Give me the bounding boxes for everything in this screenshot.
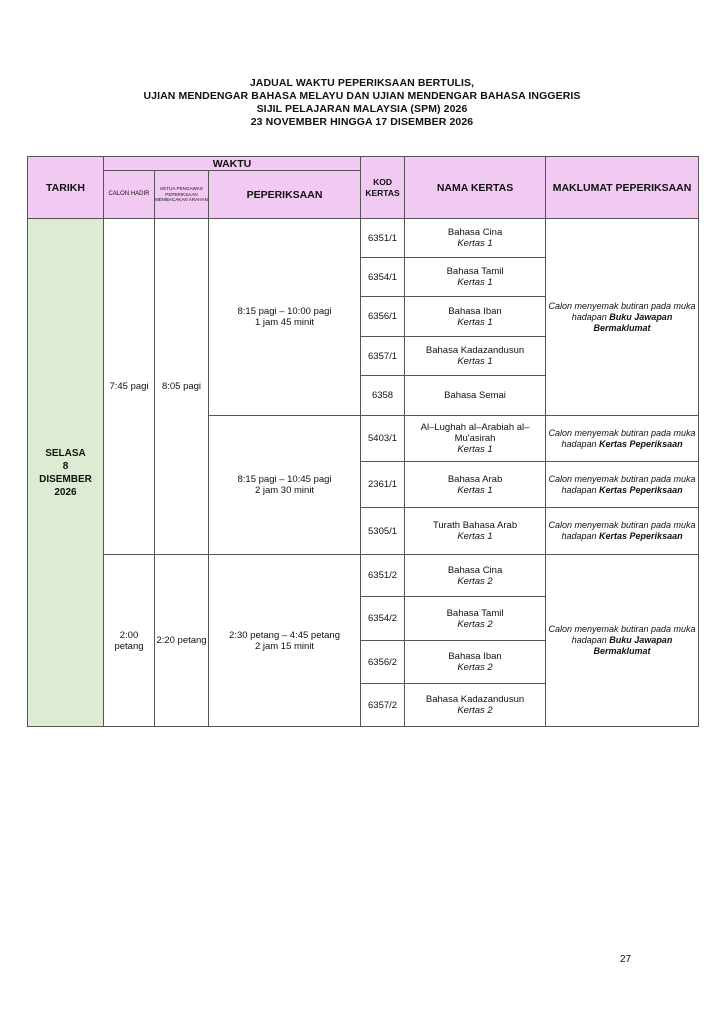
date-year: 2026 <box>54 486 77 498</box>
paper-name-cell <box>405 297 546 337</box>
paper-code: 6351/2 <box>361 555 405 597</box>
date-month: DISEMBER <box>39 473 92 485</box>
info-bold: Buku Jawapan Bermaklumat <box>593 311 673 333</box>
date-cell <box>28 219 104 727</box>
info-bold: Buku Jawapan Bermaklumat <box>593 635 673 656</box>
session-1-time <box>209 219 361 416</box>
info-text: Calon menyemak butiran pada muka hadapan <box>548 427 696 449</box>
paper-code: 6356/2 <box>361 641 405 684</box>
paper-name: Bahasa Kadazandusun <box>425 694 525 705</box>
paper-name-cell <box>405 258 546 297</box>
session-time: 2:30 petang – 4:45 petang <box>229 629 340 641</box>
paper-code: 6351/1 <box>361 219 405 258</box>
paper-sub: Kertas 1 <box>457 238 493 249</box>
header-peperiksaan: PEPERIKSAAN <box>209 171 361 219</box>
ketua-morning: 8:05 pagi <box>155 219 209 555</box>
paper-code: 6357/1 <box>361 337 405 376</box>
info-text: Calon menyemak butiran pada muka hadapan <box>548 473 696 495</box>
session-3-time <box>209 555 361 727</box>
paper-name: Bahasa Iban <box>448 651 502 662</box>
paper-name: Bahasa Cina <box>447 227 503 238</box>
header-tarikh: TARIKH <box>28 157 104 219</box>
info-text: Calon menyemak butiran pada muka hadapan <box>548 520 696 541</box>
header-ketua-pengawas: KETUA PENGAWAS PEPERIKSAAN MEMBACAKAN ARAHAN <box>155 171 209 219</box>
header-maklumat: MAKLUMAT PEPERIKSAAN <box>546 157 699 219</box>
document-title <box>0 77 724 129</box>
date-day: SELASA <box>45 447 86 459</box>
calon-hadir-morning: 7:45 pagi <box>104 219 155 555</box>
paper-name-cell <box>405 376 546 416</box>
paper-name-cell <box>405 508 546 555</box>
header-kod-kertas: KOD KERTAS <box>361 157 405 219</box>
title-line: JADUAL WAKTU PEPERIKSAAN BERTULIS, <box>249 77 475 89</box>
paper-name-cell <box>405 337 546 376</box>
paper-sub: Kertas 1 <box>457 316 493 328</box>
header-waktu: WAKTU <box>104 157 361 171</box>
info-kertas <box>546 462 699 508</box>
paper-code: 6354/2 <box>361 597 405 641</box>
paper-code: 5403/1 <box>361 416 405 462</box>
info-kertas <box>546 416 699 462</box>
title-line: SIJIL PELAJARAN MALAYSIA (SPM) 2026 <box>256 103 468 115</box>
paper-name-cell <box>405 462 546 508</box>
paper-code: 6358 <box>361 376 405 416</box>
paper-sub: Kertas 2 <box>457 705 493 716</box>
info-kertas <box>546 508 699 555</box>
paper-name: Al–Lughah al–Arabiah al– Mu'asirah <box>420 422 530 444</box>
header-nama-kertas: NAMA KERTAS <box>405 157 546 219</box>
paper-name: Bahasa Cina <box>447 564 503 576</box>
date-number: 8 <box>62 460 69 472</box>
paper-name-cell <box>405 555 546 597</box>
paper-code: 6357/2 <box>361 684 405 727</box>
info-bold: Kertas Peperiksaan <box>599 484 683 495</box>
session-2-time <box>209 416 361 555</box>
paper-sub: Kertas 1 <box>457 484 493 496</box>
info-bold: Kertas Peperiksaan <box>599 438 683 449</box>
ketua-afternoon: 2:20 petang <box>155 555 209 727</box>
paper-name: Bahasa Semai <box>444 390 506 401</box>
paper-sub: Kertas 1 <box>457 277 493 288</box>
paper-name: Bahasa Iban <box>448 305 502 317</box>
paper-name-cell <box>405 597 546 641</box>
info-bold: Kertas Peperiksaan <box>599 531 683 541</box>
paper-sub: Kertas 2 <box>457 575 493 587</box>
paper-sub: Kertas 2 <box>457 662 493 673</box>
page-number: 27 <box>620 954 632 965</box>
info-text: Calon menyemak butiran pada muka hadapan <box>548 624 696 645</box>
title-line: UJIAN MENDENGAR BAHASA MELAYU DAN UJIAN MENDENGAR BAHASA INGGERIS <box>143 90 581 102</box>
paper-code: 5305/1 <box>361 508 405 555</box>
paper-name-cell <box>405 684 546 727</box>
paper-name: Bahasa Tamil <box>446 607 504 619</box>
session-duration: 1 jam 45 minit <box>254 317 315 328</box>
session-time: 8:15 pagi – 10:00 pagi <box>237 306 332 317</box>
paper-name: Bahasa Arab <box>447 473 503 485</box>
paper-sub: Kertas 1 <box>457 531 493 542</box>
paper-name-cell <box>405 416 546 462</box>
exam-schedule-table <box>27 156 699 727</box>
paper-name-cell <box>405 219 546 258</box>
session-duration: 2 jam 15 minit <box>254 640 315 652</box>
session-time: 8:15 pagi – 10:45 pagi <box>237 474 332 485</box>
paper-name-cell <box>405 641 546 684</box>
info-text: Calon menyemak butiran pada muka hadapan <box>548 300 696 322</box>
paper-name: Bahasa Kadazandusun <box>425 345 525 356</box>
paper-name: Turath Bahasa Arab <box>432 520 518 531</box>
paper-name: Bahasa Tamil <box>446 266 504 277</box>
calon-hadir-afternoon: 2:00 petang <box>104 555 155 727</box>
info-buku-jawapan <box>546 219 699 416</box>
paper-code: 6354/1 <box>361 258 405 297</box>
paper-code: 2361/1 <box>361 462 405 508</box>
paper-sub: Kertas 1 <box>457 356 493 367</box>
header-calon-hadir: CALON HADIR <box>104 171 155 219</box>
session-duration: 2 jam 30 minit <box>254 485 315 496</box>
info-buku-jawapan <box>546 555 699 727</box>
paper-code: 6356/1 <box>361 297 405 337</box>
paper-sub: Kertas 2 <box>457 618 493 630</box>
paper-sub: Kertas 1 <box>457 444 493 455</box>
title-line: 23 NOVEMBER HINGGA 17 DISEMBER 2026 <box>250 116 474 128</box>
